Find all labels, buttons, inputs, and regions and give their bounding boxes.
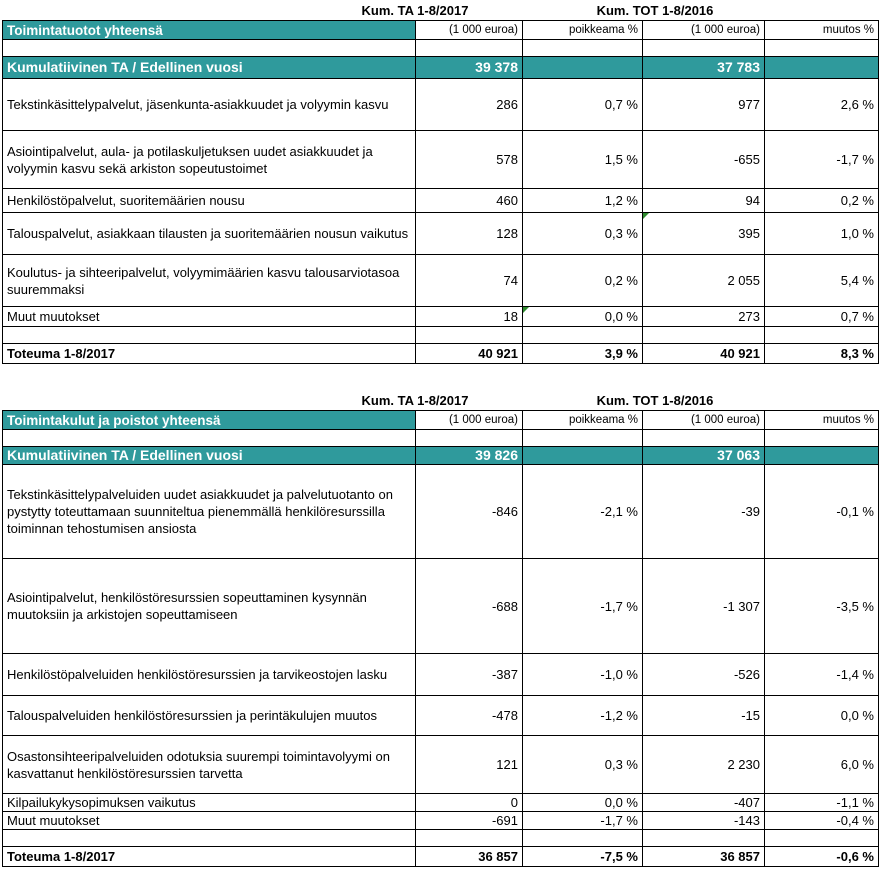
row-value-ta: 460 <box>416 189 523 213</box>
total-deviation: -7,5 % <box>523 847 643 867</box>
row-value-ta: 578 <box>416 131 523 189</box>
row-value-ta: 74 <box>416 255 523 307</box>
table-row <box>3 307 879 327</box>
row-label: Talouspalvelut, asiakkaan tilausten ja suoritemäärien nousun vaikutus <box>3 213 416 255</box>
row-change: -1,7 % <box>765 131 879 189</box>
table-title: Toimintakulut ja poistot yhteensä <box>3 411 416 430</box>
row-value-ta: 128 <box>416 213 523 255</box>
cumulative-ta: 39 826 <box>416 447 523 465</box>
cumulative-tot: 37 063 <box>643 447 765 465</box>
total-label: Toteuma 1-8/2017 <box>3 344 416 364</box>
table-row <box>3 794 879 812</box>
row-label: Talouspalveluiden henkilöstöresurssien ja perintäkulujen muutos <box>3 696 416 736</box>
table-row <box>3 465 879 559</box>
row-change: 0,2 % <box>765 189 879 213</box>
row-deviation: -1,7 % <box>523 812 643 830</box>
row-value-ta: 0 <box>416 794 523 812</box>
total-row <box>3 847 879 867</box>
col-header-tot: Kum. TOT 1-8/2016 <box>596 393 714 408</box>
cumulative-label: Kumulatiivinen TA / Edellinen vuosi <box>3 57 416 79</box>
row-value-tot: 2 055 <box>643 255 765 307</box>
row-change: -1,4 % <box>765 654 879 696</box>
row-label: Koulutus- ja sihteeripalvelut, volyymimäärien kasvu talousarviotasoa suuremmaksi <box>3 255 416 307</box>
row-change: 0,7 % <box>765 307 879 327</box>
total-tot: 40 921 <box>643 344 765 364</box>
row-label: Muut muutokset <box>3 812 416 830</box>
row-value-tot: -655 <box>643 131 765 189</box>
table-row <box>3 213 879 255</box>
expenses-section <box>0 390 874 867</box>
row-change: 2,6 % <box>765 79 879 131</box>
row-deviation: 0,7 % <box>523 79 643 131</box>
row-value-ta: -387 <box>416 654 523 696</box>
cumulative-row <box>3 57 879 79</box>
cumulative-row <box>3 447 879 465</box>
cumulative-label: Kumulatiivinen TA / Edellinen vuosi <box>3 447 416 465</box>
row-deviation: 0,0 % <box>523 307 643 327</box>
table-row <box>3 696 879 736</box>
unit-label: poikkeama % <box>523 411 643 430</box>
row-value-tot: -407 <box>643 794 765 812</box>
col-header-ta: Kum. TA 1-8/2017 <box>361 393 469 408</box>
table-row <box>3 131 879 189</box>
row-deviation: 0,3 % <box>523 213 643 255</box>
row-value-tot: -39 <box>643 465 765 559</box>
row-label: Asiointipalvelut, henkilöstöresurssien sopeuttaminen kysynnän muutoksiin ja arkistojen sopeuttamiseen <box>3 559 416 654</box>
row-label: Kilpailukykysopimuksen vaikutus <box>3 794 416 812</box>
row-value-tot: -15 <box>643 696 765 736</box>
row-label: Tekstinkäsittelypalveluiden uudet asiakkuudet ja palvelutuotanto on pystytty toteuttamaan suunniteltua pienemmällä henkilöresurssilla toiminnan tehostumisen ansiosta <box>3 465 416 559</box>
total-change: -0,6 % <box>765 847 879 867</box>
total-ta: 36 857 <box>416 847 523 867</box>
table-row <box>3 736 879 794</box>
unit-label: (1 000 euroa) <box>643 21 765 40</box>
row-deviation: -2,1 % <box>523 465 643 559</box>
spacer-row <box>3 830 879 847</box>
table-row <box>3 79 879 131</box>
row-label: Asiointipalvelut, aula- ja potilaskuljetuksen uudet asiakkuudet ja volyymin kasvu sekä arkiston sopeutustoimet <box>3 131 416 189</box>
row-change: 6,0 % <box>765 736 879 794</box>
unit-label: (1 000 euroa) <box>416 21 523 40</box>
row-value-tot: -526 <box>643 654 765 696</box>
total-deviation: 3,9 % <box>523 344 643 364</box>
total-ta: 40 921 <box>416 344 523 364</box>
table-row <box>3 255 879 307</box>
row-deviation: 0,0 % <box>523 794 643 812</box>
row-value-ta: -691 <box>416 812 523 830</box>
table-row <box>3 654 879 696</box>
cumulative-tot: 37 783 <box>643 57 765 79</box>
row-deviation: 1,2 % <box>523 189 643 213</box>
total-row <box>3 344 879 364</box>
unit-label: (1 000 euroa) <box>416 411 523 430</box>
table-title-row <box>3 411 879 430</box>
row-value-tot: 94 <box>643 189 765 213</box>
row-value-ta: 121 <box>416 736 523 794</box>
spacer-row <box>3 327 879 344</box>
row-value-tot: 395 <box>643 213 765 255</box>
cumulative-ta: 39 378 <box>416 57 523 79</box>
unit-label: muutos % <box>765 21 879 40</box>
row-deviation: 1,5 % <box>523 131 643 189</box>
row-deviation: -1,0 % <box>523 654 643 696</box>
row-value-ta: -688 <box>416 559 523 654</box>
row-deviation: 0,2 % <box>523 255 643 307</box>
row-change: 5,4 % <box>765 255 879 307</box>
row-deviation: 0,3 % <box>523 736 643 794</box>
expenses-table <box>2 410 879 867</box>
row-label: Henkilöstöpalvelut, suoritemäärien nousu <box>3 189 416 213</box>
revenue-column-headers <box>0 0 779 20</box>
unit-label: muutos % <box>765 411 879 430</box>
row-change: -0,1 % <box>765 465 879 559</box>
spacer-row <box>3 430 879 447</box>
unit-label: (1 000 euroa) <box>643 411 765 430</box>
table-row <box>3 559 879 654</box>
row-value-tot: 2 230 <box>643 736 765 794</box>
row-change: -0,4 % <box>765 812 879 830</box>
table-title: Toimintatuotot yhteensä <box>3 21 416 40</box>
row-label: Osastonsihteeripalveluiden odotuksia suurempi toimintavolyymi on kasvattanut henkilöstöresurssien tarvetta <box>3 736 416 794</box>
row-value-ta: -478 <box>416 696 523 736</box>
row-label: Muut muutokset <box>3 307 416 327</box>
total-label: Toteuma 1-8/2017 <box>3 847 416 867</box>
row-deviation: -1,7 % <box>523 559 643 654</box>
row-value-tot: 977 <box>643 79 765 131</box>
row-value-tot: -143 <box>643 812 765 830</box>
row-change: -3,5 % <box>765 559 879 654</box>
revenue-table <box>2 20 879 364</box>
row-change: 0,0 % <box>765 696 879 736</box>
row-change: -1,1 % <box>765 794 879 812</box>
row-value-tot: 273 <box>643 307 765 327</box>
row-deviation: -1,2 % <box>523 696 643 736</box>
expenses-column-headers <box>0 390 779 410</box>
row-value-ta: -846 <box>416 465 523 559</box>
row-label: Henkilöstöpalveluiden henkilöstöresurssien ja tarvikeostojen lasku <box>3 654 416 696</box>
table-row <box>3 189 879 213</box>
col-header-ta: Kum. TA 1-8/2017 <box>361 3 469 18</box>
row-label: Tekstinkäsittelypalvelut, jäsenkunta-asiakkuudet ja volyymin kasvu <box>3 79 416 131</box>
table-row <box>3 812 879 830</box>
row-change: 1,0 % <box>765 213 879 255</box>
col-header-tot: Kum. TOT 1-8/2016 <box>596 3 714 18</box>
table-title-row <box>3 21 879 40</box>
row-value-ta: 286 <box>416 79 523 131</box>
unit-label: poikkeama % <box>523 21 643 40</box>
spacer-row <box>3 40 879 57</box>
row-value-tot: -1 307 <box>643 559 765 654</box>
total-change: 8,3 % <box>765 344 879 364</box>
revenue-section <box>0 0 874 364</box>
total-tot: 36 857 <box>643 847 765 867</box>
row-value-ta: 18 <box>416 307 523 327</box>
